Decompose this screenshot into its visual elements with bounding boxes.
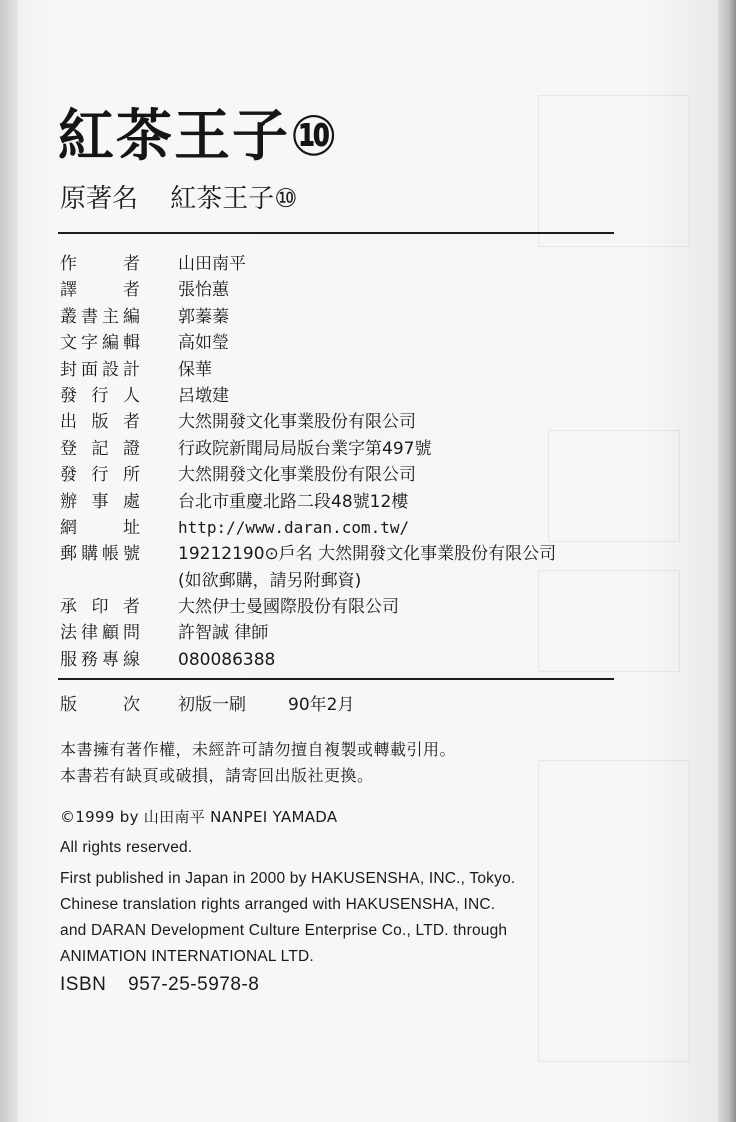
credit-note: (如欲郵購，請另附郵資) (178, 570, 362, 591)
credit-label: 服 務 專 線 (60, 649, 140, 670)
credit-value: 張怡蕙 (178, 280, 229, 301)
divider-bottom (58, 678, 614, 680)
credit-label: 作 者 (60, 254, 140, 274)
credit-label: 法 律 顧 問 (60, 623, 140, 644)
credit-label: 出 版 者 (60, 412, 140, 433)
original-title (60, 178, 298, 215)
show-through-box (538, 760, 690, 1062)
edition-date: 90年2月 (288, 695, 355, 715)
credit-row (60, 620, 620, 646)
credit-row (60, 594, 620, 620)
credit-value: 山田南平 (178, 254, 246, 274)
show-through-box (538, 95, 690, 247)
credit-row (60, 357, 620, 383)
credit-row (60, 409, 620, 435)
original-title-value: 紅茶王子⑩ (170, 184, 298, 214)
page-gutter (0, 0, 18, 1122)
credit-value: 台北市重慶北路二段48號12樓 (178, 491, 409, 512)
damage-notice: 本書若有缺頁或破損，請寄回出版社更換。 (60, 766, 374, 785)
divider-top (58, 232, 614, 234)
credit-row (60, 251, 620, 277)
credit-label: 網 址 (60, 517, 140, 538)
edition-value: 初版一刷 (178, 695, 246, 715)
book-title: 紅茶王子⑩ (58, 104, 340, 169)
english-line: Chinese translation rights arranged with HAKUSENSHA, INC. (60, 896, 496, 913)
credit-value: 大然開發文化事業股份有限公司 (178, 412, 416, 433)
credit-row (60, 515, 620, 541)
credit-label: 承 印 者 (60, 597, 140, 618)
credit-row (60, 568, 620, 594)
isbn (60, 974, 259, 996)
credit-label: 辦 事 處 (60, 491, 140, 512)
credit-value: 許智誠 律師 (178, 623, 269, 644)
copyright-line: ©1999 by 山田南平 NANPEI YAMADA (60, 808, 338, 826)
credit-value: 郭蓁蓁 (178, 306, 229, 327)
credit-row (60, 541, 620, 567)
credit-label: 叢 書 主 編 (60, 306, 140, 327)
credit-row (60, 277, 620, 303)
credit-value: 高如瑩 (178, 333, 229, 354)
credit-row (60, 436, 620, 462)
english-line: First published in Japan in 2000 by HAKUSENSHA, INC., Tokyo. (60, 870, 516, 887)
credit-value: 行政院新聞局局版台業字第497號 (178, 438, 432, 459)
credit-row (60, 330, 620, 356)
edition-row (60, 690, 354, 715)
credit-label: 封 面 設 計 (60, 359, 140, 380)
credit-value: http://www.daran.com.tw/ (178, 517, 410, 537)
credit-label: 發 行 所 (60, 465, 140, 486)
credit-row (60, 383, 620, 409)
credit-value: 大然開發文化事業股份有限公司 (178, 465, 416, 486)
credit-label: 發 行 人 (60, 385, 140, 406)
credit-value: 呂墩建 (178, 385, 229, 406)
credits-list (60, 251, 620, 673)
isbn-number: 957-25-5978-8 (128, 974, 260, 995)
credit-row (60, 647, 620, 673)
credit-row (60, 489, 620, 515)
edition-label: 版 次 (60, 695, 140, 715)
credit-value: 大然伊士曼國際股份有限公司 (178, 597, 399, 618)
original-title-label: 原著名 (60, 184, 139, 214)
credit-label: 郵 購 帳 號 (60, 544, 140, 565)
credit-value: 19212190⊙戶名 大然開發文化事業股份有限公司 (178, 544, 557, 565)
isbn-label: ISBN (60, 974, 107, 995)
credit-row (60, 304, 620, 330)
credit-value: 080086388 (178, 649, 276, 670)
english-line: and DARAN Development Culture Enterprise Co., LTD. through (60, 922, 508, 939)
credit-label: 譯 者 (60, 280, 140, 301)
credit-label: 登 記 證 (60, 438, 140, 459)
credit-row (60, 462, 620, 488)
english-line: All rights reserved. (60, 839, 193, 856)
page-edge (718, 0, 736, 1122)
copyright-notice: 本書擁有著作權，未經許可請勿擅自複製或轉載引用。 (60, 740, 457, 759)
credit-label: 文 字 編 輯 (60, 333, 140, 354)
english-line: ANIMATION INTERNATIONAL LTD. (60, 948, 314, 965)
credit-value: 保華 (178, 359, 212, 380)
